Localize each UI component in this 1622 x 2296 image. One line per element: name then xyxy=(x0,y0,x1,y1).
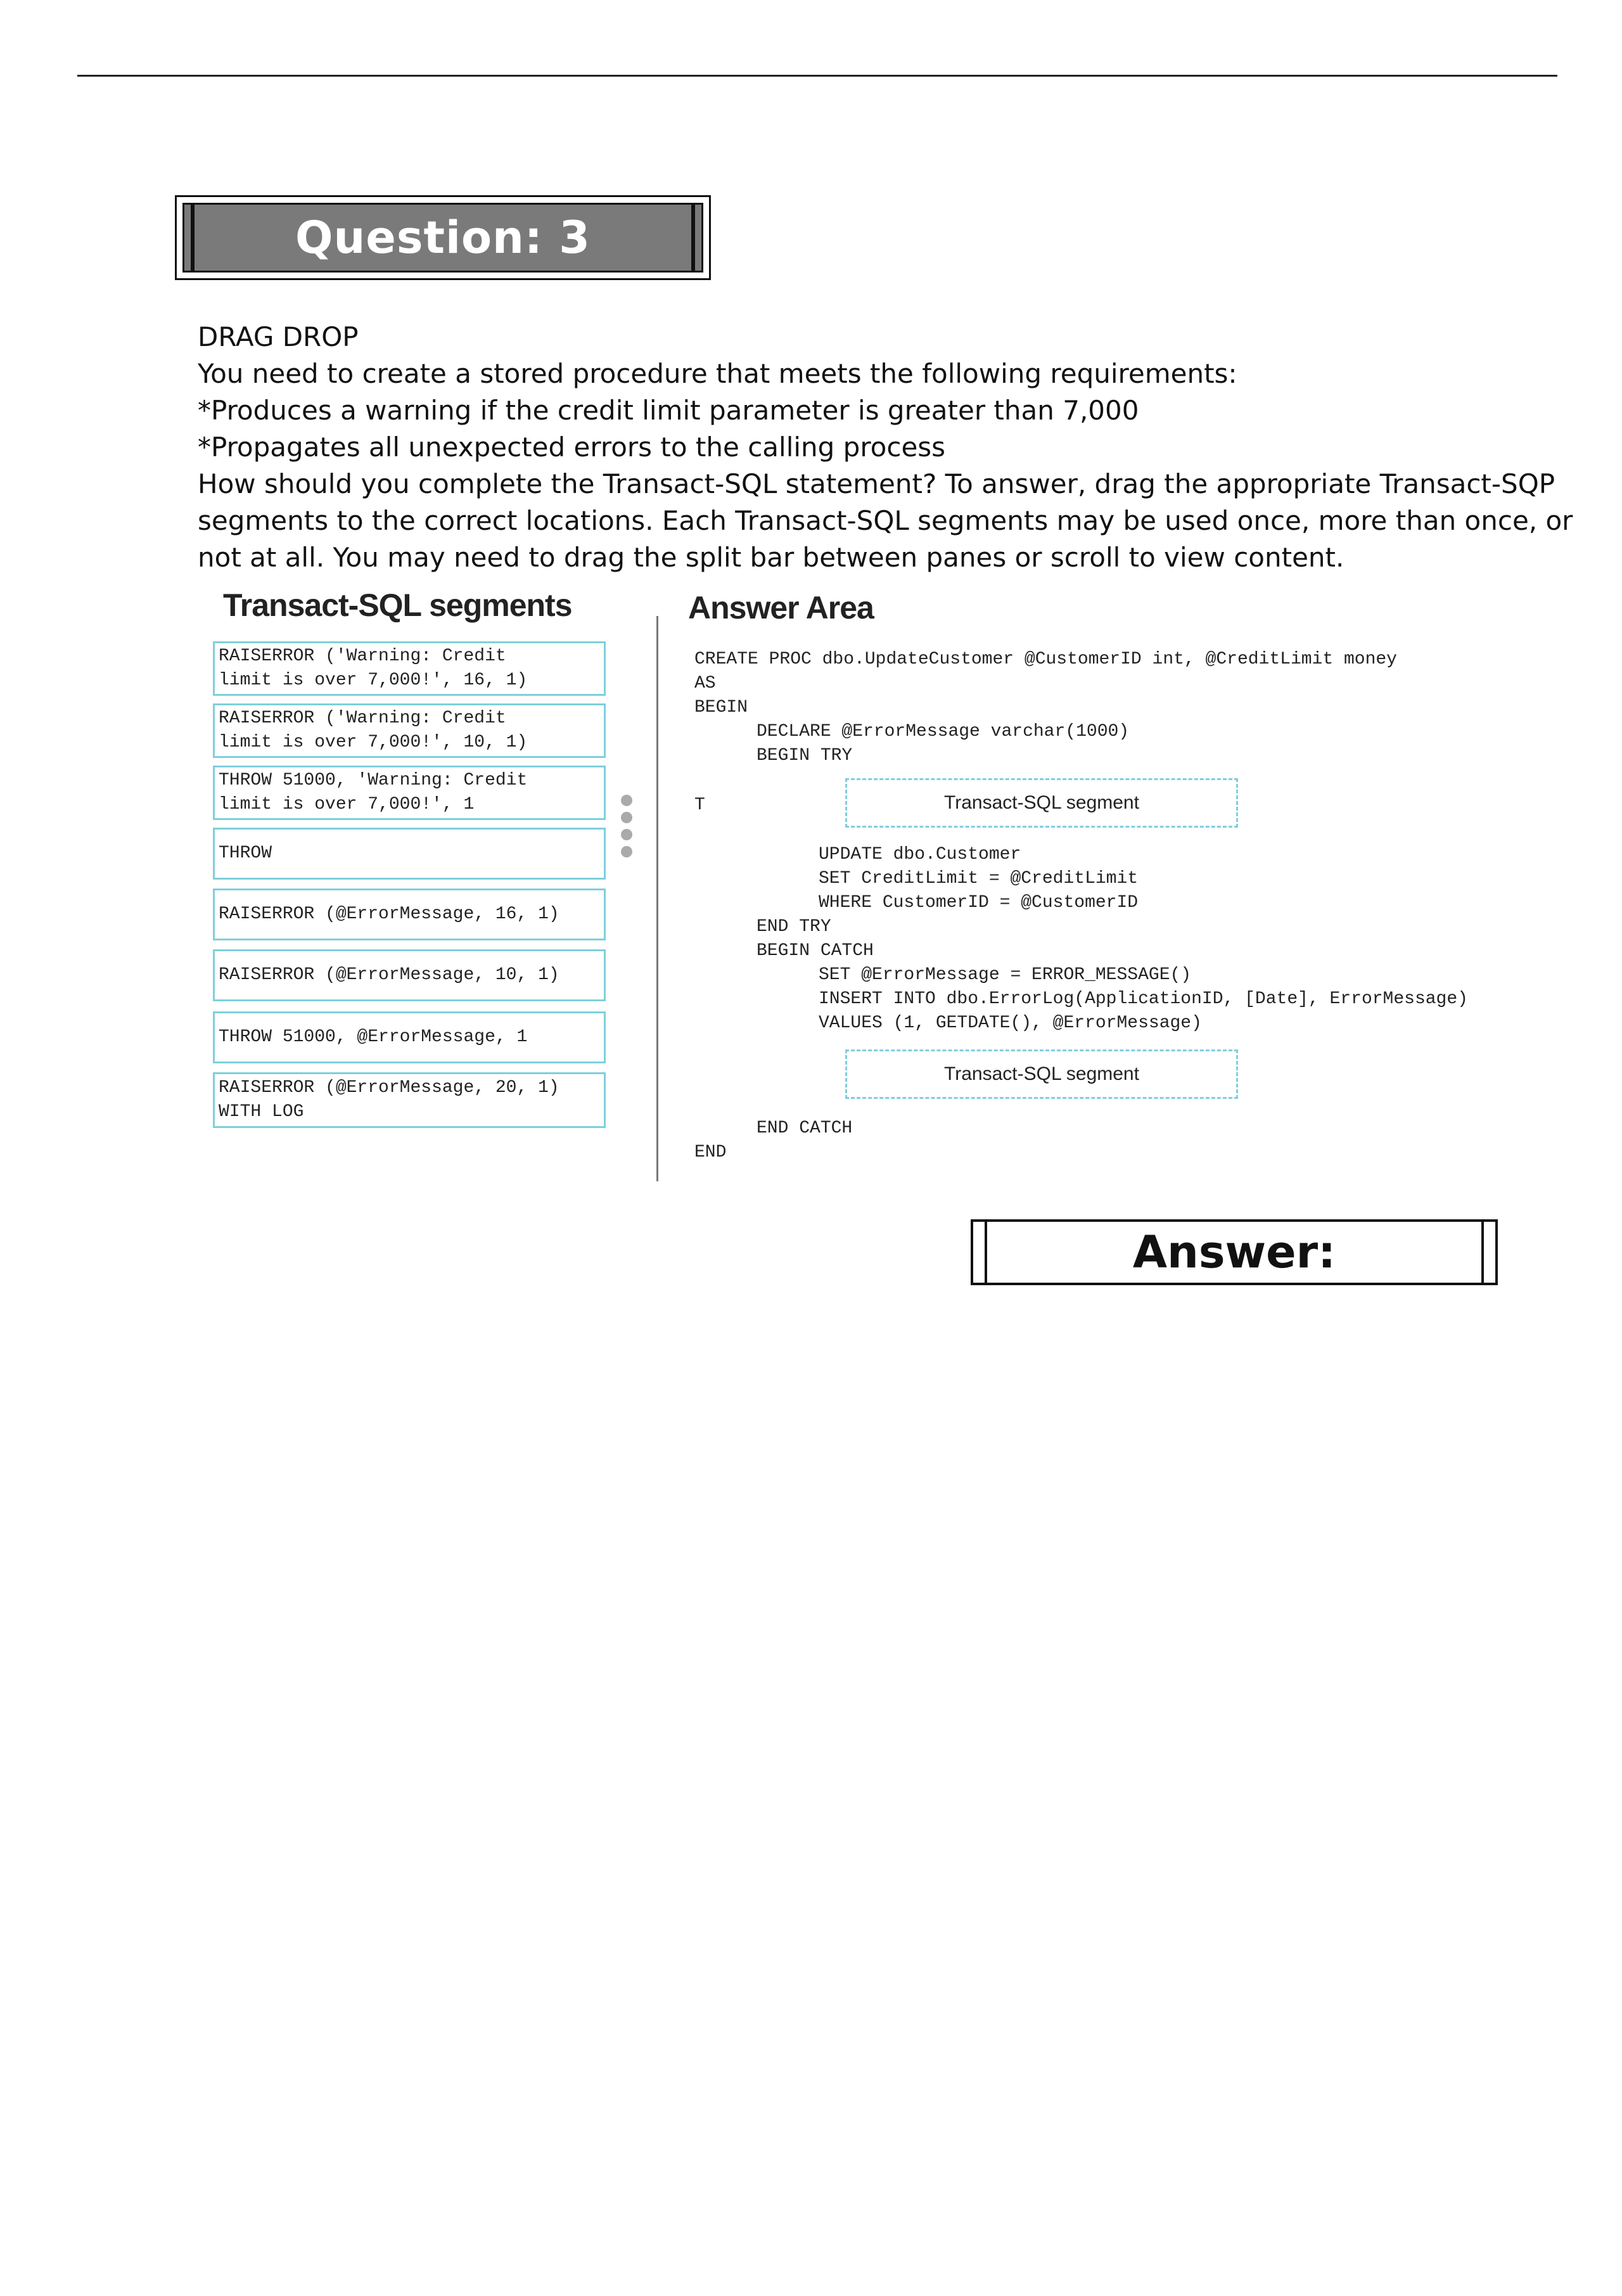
grip-dot-icon xyxy=(621,795,632,806)
question-line: segments to the correct locations. Each Transact-SQL segments may be used once, more than once, or xyxy=(198,505,1573,536)
segments-panel-title: Transact-SQL segments xyxy=(223,587,572,623)
segment-raiserror-message-16[interactable]: RAISERROR (@ErrorMessage, 16, 1) xyxy=(213,888,606,940)
grip-dot-icon xyxy=(621,812,632,823)
segment-raiserror-message-10[interactable]: RAISERROR (@ErrorMessage, 10, 1) xyxy=(213,949,606,1001)
question-banner xyxy=(175,195,711,280)
question-line: *Propagates all unexpected errors to the calling process xyxy=(198,432,946,463)
code-line: CREATE PROC dbo.UpdateCustomer @CustomerID int, @CreditLimit money xyxy=(694,650,1397,669)
code-line: AS xyxy=(694,674,716,693)
code-line: WHERE CustomerID = @CustomerID xyxy=(819,893,1139,913)
answer-area-title: Answer Area xyxy=(688,590,874,625)
code-line: UPDATE dbo.Customer xyxy=(819,845,1021,864)
code-line: BEGIN TRY xyxy=(757,746,853,766)
code-line: INSERT INTO dbo.ErrorLog(ApplicationID, [Date], ErrorMessage) xyxy=(819,989,1468,1009)
code-line: END CATCH xyxy=(757,1119,853,1138)
segment-throw[interactable]: THROW xyxy=(213,828,606,880)
answer-label: Answer: xyxy=(1132,1226,1336,1278)
top-rule xyxy=(77,75,1557,77)
code-line: SET @ErrorMessage = ERROR_MESSAGE() xyxy=(819,965,1192,985)
question-line: DRAG DROP xyxy=(198,321,359,352)
question-line: How should you complete the Transact-SQL statement? To answer, drag the appropriate Transact-SQP xyxy=(198,468,1555,499)
code-line: END xyxy=(694,1143,727,1162)
dropzone-catch[interactable]: Transact-SQL segment xyxy=(845,1049,1238,1099)
segment-raiserror-message-20-log[interactable]: RAISERROR (@ErrorMessage, 20, 1) WITH LOG xyxy=(213,1072,606,1128)
segment-throw-message[interactable]: THROW 51000, @ErrorMessage, 1 xyxy=(213,1011,606,1063)
code-line: END TRY xyxy=(757,917,831,937)
code-line: VALUES (1, GETDATE(), @ErrorMessage) xyxy=(819,1013,1202,1033)
segment-raiserror-warning-10[interactable]: RAISERROR ('Warning: Credit limit is over 7,000!', 10, 1) xyxy=(213,703,606,758)
code-line: BEGIN xyxy=(694,698,748,717)
segment-raiserror-warning-16[interactable]: RAISERROR ('Warning: Credit limit is over 7,000!', 16, 1) xyxy=(213,641,606,696)
code-line: DECLARE @ErrorMessage varchar(1000) xyxy=(757,722,1130,741)
segment-throw-warning[interactable]: THROW 51000, 'Warning: Credit limit is over 7,000!', 1 xyxy=(213,766,606,820)
question-line: You need to create a stored procedure that meets the following requirements: xyxy=(198,358,1237,389)
code-line: T xyxy=(694,795,705,815)
code-line: SET CreditLimit = @CreditLimit xyxy=(819,869,1139,888)
code-line: BEGIN CATCH xyxy=(757,941,874,961)
grip-dot-icon xyxy=(621,846,632,857)
question-line: not at all. You may need to drag the split bar between panes or scroll to view content. xyxy=(198,542,1344,573)
dropzone-try[interactable]: Transact-SQL segment xyxy=(845,778,1238,828)
grip-dot-icon xyxy=(621,829,632,840)
question-text xyxy=(198,319,1573,576)
question-title: Question: 3 xyxy=(295,212,591,264)
split-bar-handle[interactable] xyxy=(621,795,634,864)
question-line: *Produces a warning if the credit limit parameter is greater than 7,000 xyxy=(198,395,1139,426)
answer-banner xyxy=(971,1219,1498,1285)
pane-divider xyxy=(656,616,658,1181)
